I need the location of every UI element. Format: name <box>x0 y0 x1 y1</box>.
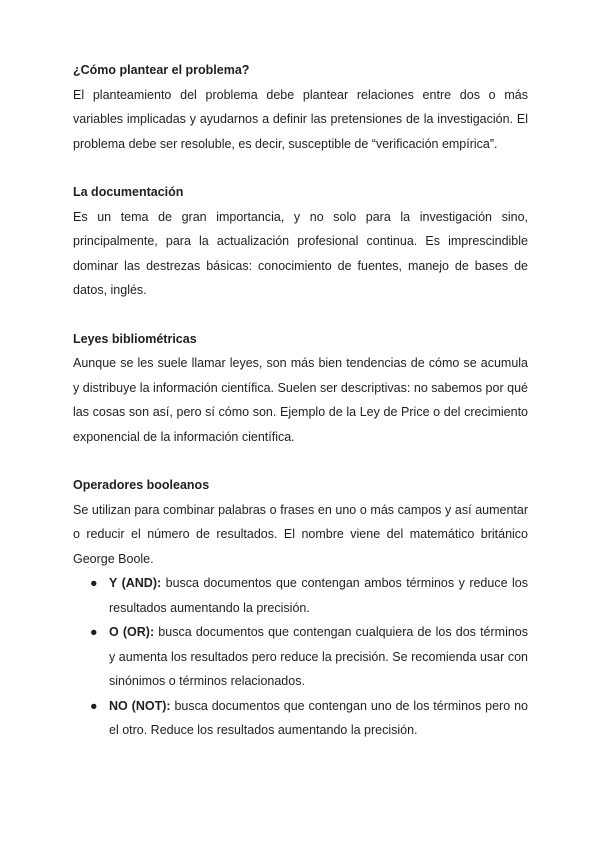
list-item <box>73 620 528 694</box>
section-heading: La documentación <box>73 185 184 199</box>
operator-term: O (OR): <box>109 625 155 639</box>
operator-description: busca documentos que contengan cualquiera de los dos términos y aumenta los resultados pero reduce la precisión. Se recomienda usar con sinónimos o términos relacionados. <box>109 625 528 688</box>
list-item <box>73 694 528 743</box>
section-documentacion <box>73 180 528 303</box>
section-paragraph: Aunque se les suele llamar leyes, son más bien tendencias de cómo se acumula y distribuye la información científica. Suelen ser descriptivas: no sabemos por qué las cosas son así, pero sí cómo son. Ejemplo de la Ley de Price o del crecimiento exponencial de la información científica. <box>73 356 528 444</box>
section-operadores-booleanos <box>73 473 528 743</box>
section-leyes-bibliometricas <box>73 327 528 450</box>
operator-term: NO (NOT): <box>109 698 171 713</box>
section-paragraph: Es un tema de gran importancia, y no solo para la investigación sino, principalmente, para la actualización profesional continua. Es imprescindible dominar las destrezas básicas: conocimiento de fuentes, manejo de bases de datos, inglés. <box>73 209 528 297</box>
section-heading: Leyes bibliométricas <box>73 331 197 346</box>
section-paragraph: Se utilizan para combinar palabras o frases en uno o más campos y así aumentar o reducir el número de resultados. El nombre viene del matemático británico George Boole. <box>73 502 528 566</box>
operator-description: busca documentos que contengan uno de los términos pero no el otro. Reduce los resultados aumentando la precisión. <box>109 698 528 737</box>
list-item <box>73 571 528 620</box>
bullet-icon: ● <box>90 576 98 590</box>
operator-description: busca documentos que contengan ambos términos y reduce los resultados aumentando la precisión. <box>109 576 528 615</box>
section-heading: ¿Cómo plantear el problema? <box>73 63 250 77</box>
section-problema <box>73 58 528 156</box>
section-heading: Operadores booleanos <box>73 478 210 492</box>
section-paragraph: El planteamiento del problema debe plantear relaciones entre dos o más variables implicadas y ayudarnos a definir las pretensiones de la investigación. El problema debe ser resoluble, es decir, susceptible de “verificación empírica”. <box>73 87 528 151</box>
document-page <box>73 58 528 767</box>
bullet-icon: ● <box>90 625 98 639</box>
boolean-operators-list <box>73 571 528 743</box>
bullet-icon: ● <box>90 698 98 713</box>
operator-term: Y (AND): <box>109 576 162 590</box>
